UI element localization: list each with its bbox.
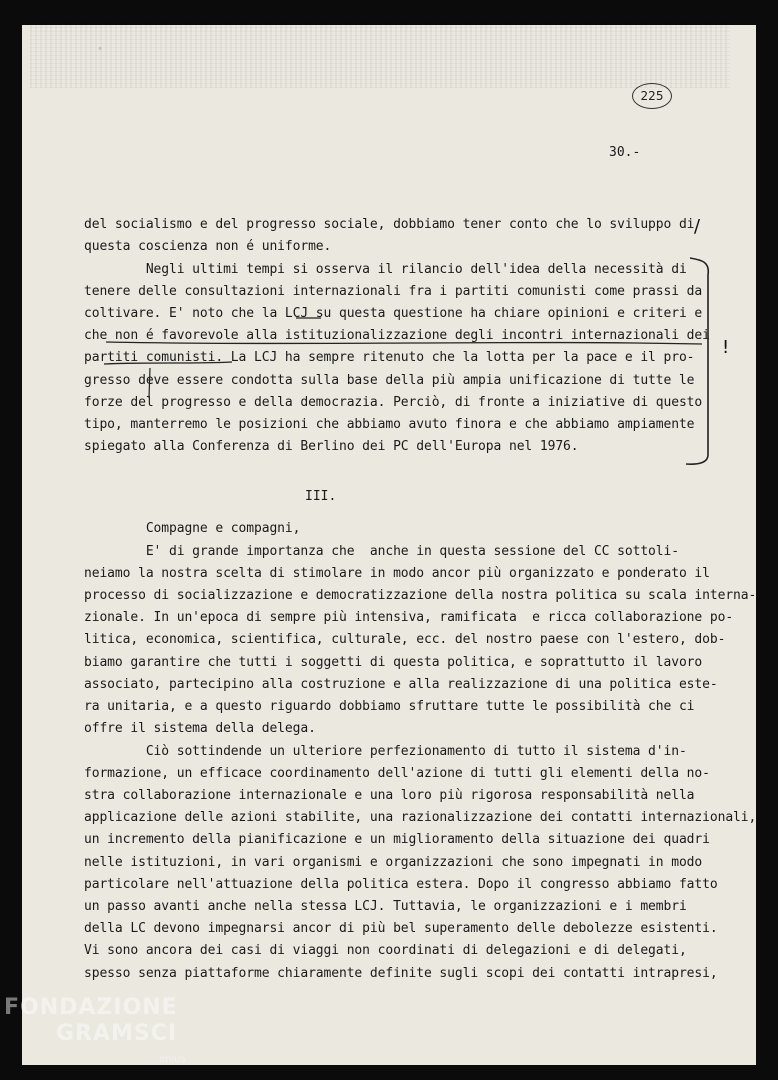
text-line: coltivare. E' noto che la LCJ su questa questione ha chiare opinioni e criteri e	[84, 306, 703, 321]
section-heading: III.	[305, 489, 337, 504]
text-line: E' di grande importanza che anche in questa sessione del CC sottoli-	[84, 544, 679, 559]
text-line: ra unitaria, e a questo riguardo dobbiamo sfruttare tutte le possibilità che ci	[84, 699, 695, 714]
watermark-line-3: onlus	[159, 1054, 186, 1065]
text-line: Vi sono ancora dei casi di viaggi non coordinati di delegazioni e di delegati,	[84, 943, 687, 958]
watermark-line-1: FONDAZIONE	[4, 995, 178, 1020]
text-line: Compagne e compagni,	[84, 521, 301, 536]
fondazione-gramsci-watermark	[4, 995, 186, 1073]
margin-exclamation-mark: !	[722, 337, 730, 358]
text-line: applicazione delle azioni stabilite, una razionalizzazione dei contatti internazionali,	[84, 810, 757, 825]
insertion-mark	[149, 368, 150, 398]
text-line: formazione, un efficace coordinamento dell'azione di tutti gli elementi della no-	[84, 766, 710, 781]
text-line: che non é favorevole alla istituzionalizzazione degli incontri internazionali dei	[84, 328, 710, 343]
text-line: zionale. In un'epoca di sempre più intensiva, ramificata e ricca collaborazione po-	[84, 610, 734, 625]
margin-bracket	[686, 258, 708, 464]
text-line: particolare nell'attuazione della politica estera. Dopo il congresso abbiamo fatto	[84, 877, 718, 892]
text-line: stra collaborazione internazionale e una loro più rigorosa responsabilità nella	[84, 788, 695, 803]
text-line: offre il sistema della delega.	[84, 721, 316, 736]
watermark-line-2: GRAMSCI	[56, 1021, 178, 1046]
text-line: biamo garantire che tutti i soggetti di questa politica, e soprattutto il lavoro	[84, 655, 703, 670]
text-line: della LC devono impegnarsi ancor di più bel superamento delle debolezze esistenti.	[84, 921, 718, 936]
margin-slash-mark: /	[694, 216, 701, 237]
text-line: un incremento della pianificazione e un miglioramento della situazione dei quadri	[84, 832, 710, 847]
page-stamp: 225	[632, 83, 672, 109]
text-line: questa coscienza non é uniforme.	[84, 239, 332, 254]
underline-istituzionalizzazione	[106, 342, 702, 344]
text-line: spiegato alla Conferenza di Berlino dei PC dell'Europa nel 1976.	[84, 439, 579, 454]
text-line: litica, economica, scientifica, culturale, ecc. del nostro paese con l'estero, dob-	[84, 632, 726, 647]
text-line: spesso senza piattaforme chiaramente definite sugli scopi dei contatti intrapresi,	[84, 966, 718, 981]
text-line: associato, partecipino alla costruzione e alla realizzazione di una politica este-	[84, 677, 718, 692]
text-line: tipo, manterremo le posizioni che abbiamo avuto finora e che abbiamo ampiamente	[84, 417, 695, 432]
page-number: 30.-	[609, 145, 641, 160]
text-line: tenere delle consultazioni internazionali fra i partiti comunisti come prassi da	[84, 284, 703, 299]
text-line: partiti comunisti. La LCJ ha sempre ritenuto che la lotta per la pace e il pro-	[84, 350, 695, 365]
text-line: del socialismo e del progresso sociale, dobbiamo tener conto che lo sviluppo di	[84, 217, 695, 232]
text-line: forze del progresso e della democrazia. Perciò, di fronte a iniziative di questo	[84, 395, 703, 410]
text-line: processo di socializzazione e democratizzazione della nostra politica su scala interna-	[84, 588, 757, 603]
text-line: neiamo la nostra scelta di stimolare in modo ancor più organizzato e ponderato il	[84, 566, 710, 581]
text-line: nelle istituzioni, in vari organismi e organizzazioni che sono impegnati in modo	[84, 855, 703, 870]
text-line: Ciò sottindende un ulteriore perfezionamento di tutto il sistema d'in-	[84, 744, 687, 759]
text-line: Negli ultimi tempi si osserva il rilancio dell'idea della necessità di	[84, 262, 687, 277]
text-line: un passo avanti anche nella stessa LCJ. Tuttavia, le organizzazioni e i membri	[84, 899, 687, 914]
text-line: gresso deve essere condotta sulla base della più ampia unificazione di tutte le	[84, 373, 695, 388]
underline-partiti-comunisti	[104, 362, 232, 364]
